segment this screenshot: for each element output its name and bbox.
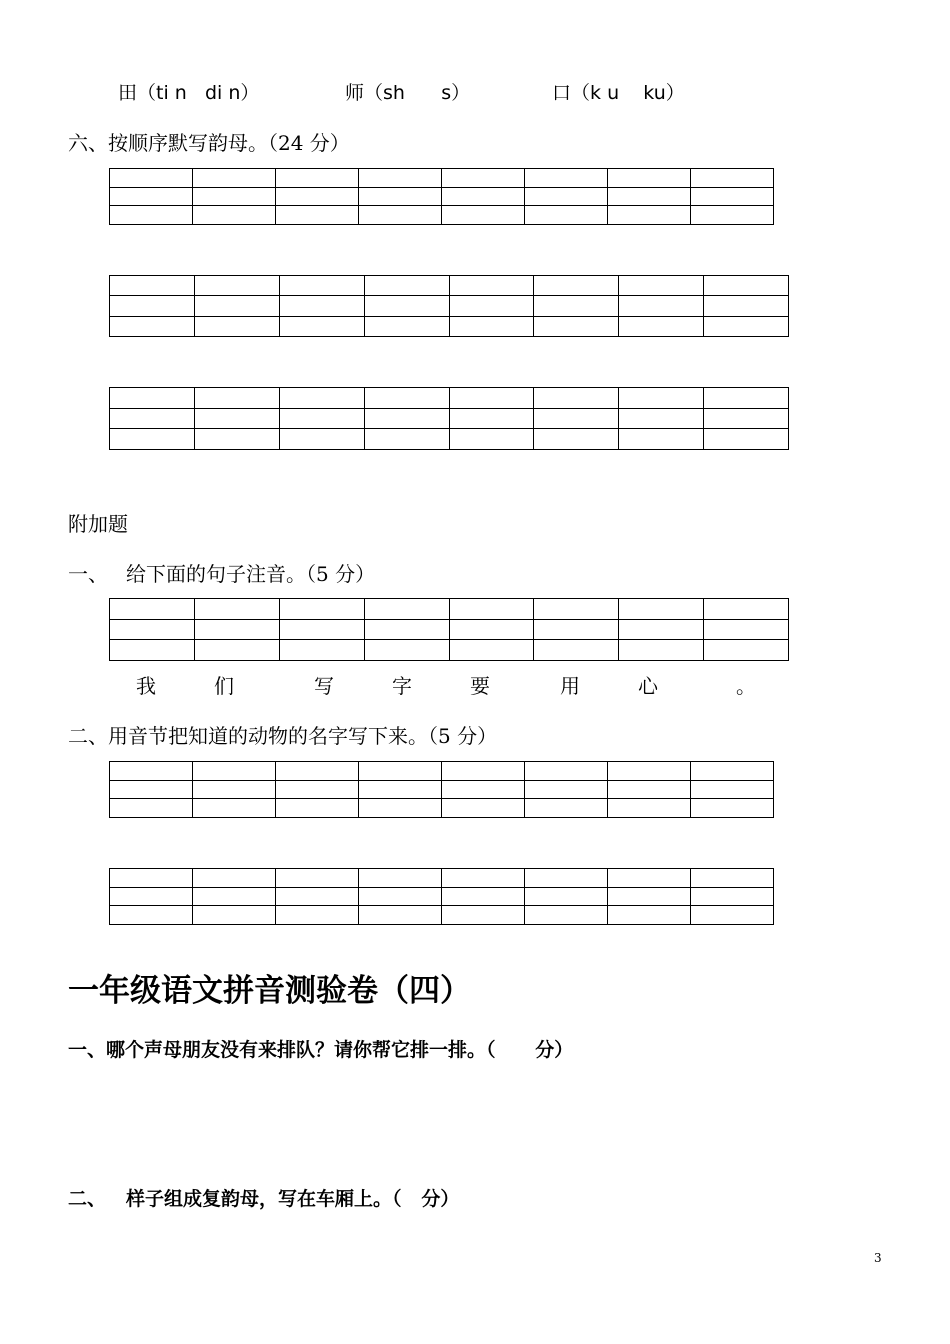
grid-cell[interactable]: [276, 869, 359, 888]
grid-row: [110, 799, 774, 818]
grid-cell[interactable]: [449, 316, 534, 336]
grid-cell[interactable]: [704, 429, 789, 450]
sentence-char: 要: [470, 674, 490, 698]
grid-cell[interactable]: [704, 619, 789, 640]
grid-row: [110, 429, 789, 450]
grid-cell[interactable]: [279, 388, 364, 409]
grid-cell[interactable]: [359, 187, 442, 206]
grid-cell[interactable]: [691, 187, 774, 206]
grid-cell[interactable]: [525, 187, 608, 206]
annotation-grid[interactable]: [109, 598, 789, 661]
grid-cell[interactable]: [279, 296, 364, 316]
grid-cell[interactable]: [442, 906, 525, 925]
section6-title: 六、按顺序默写韵母。（24 分）: [68, 131, 350, 155]
grid-cell[interactable]: [619, 599, 704, 620]
grid-cell[interactable]: [704, 316, 789, 336]
grid-cell[interactable]: [534, 316, 619, 336]
grid-cell[interactable]: [359, 206, 442, 225]
grid-cell[interactable]: [525, 869, 608, 888]
grid-cell[interactable]: [276, 906, 359, 925]
sentence-char: 用: [560, 674, 580, 698]
grid-cell[interactable]: [442, 780, 525, 799]
grid-cell[interactable]: [608, 780, 691, 799]
test-q2-title: 样子组成复韵母，写在车厢上。（ 分）: [126, 1188, 460, 1210]
grid-row: [110, 619, 789, 640]
grid-row: [110, 316, 789, 336]
grid-row: [110, 187, 774, 206]
writing-grid-2[interactable]: [109, 275, 789, 337]
grid-cell[interactable]: [691, 762, 774, 781]
grid-row: [110, 887, 774, 906]
grid-cell[interactable]: [619, 316, 704, 336]
grid-cell[interactable]: [279, 408, 364, 429]
grid-row: [110, 388, 789, 409]
grid-cell[interactable]: [691, 169, 774, 188]
grid-cell[interactable]: [194, 408, 279, 429]
grid-cell[interactable]: [193, 906, 276, 925]
grid-cell[interactable]: [193, 206, 276, 225]
grid-cell[interactable]: [194, 619, 279, 640]
grid-cell[interactable]: [364, 296, 449, 316]
grid-row: [110, 169, 774, 188]
grid-cell[interactable]: [449, 296, 534, 316]
grid-cell[interactable]: [193, 169, 276, 188]
grid-cell[interactable]: [704, 408, 789, 429]
grid-cell[interactable]: [110, 799, 193, 818]
grid-cell[interactable]: [534, 276, 619, 296]
grid-cell[interactable]: [276, 780, 359, 799]
grid-row: [110, 408, 789, 429]
grid-cell[interactable]: [449, 429, 534, 450]
grid-cell[interactable]: [364, 388, 449, 409]
grid-cell[interactable]: [110, 640, 195, 661]
grid-cell[interactable]: [525, 762, 608, 781]
grid-cell[interactable]: [110, 429, 195, 450]
grid-cell[interactable]: [359, 887, 442, 906]
grid-cell[interactable]: [449, 619, 534, 640]
grid-cell[interactable]: [279, 640, 364, 661]
animal-grid-2[interactable]: [109, 868, 774, 925]
grid-cell[interactable]: [194, 316, 279, 336]
grid-cell[interactable]: [110, 206, 193, 225]
grid-cell[interactable]: [691, 906, 774, 925]
grid-cell[interactable]: [608, 169, 691, 188]
grid-cell[interactable]: [276, 762, 359, 781]
grid-cell[interactable]: [359, 799, 442, 818]
page-number: 3: [874, 1251, 882, 1265]
test-q2-number: 二、: [68, 1188, 107, 1210]
extra-q2-title: 二、用音节把知道的动物的名字写下来。（5 分）: [68, 724, 498, 748]
grid-cell[interactable]: [364, 619, 449, 640]
grid-cell[interactable]: [110, 780, 193, 799]
grid-cell[interactable]: [704, 296, 789, 316]
grid-cell[interactable]: [110, 388, 195, 409]
sentence-char: 。: [736, 674, 756, 698]
grid-row: [110, 206, 774, 225]
grid-cell[interactable]: [279, 276, 364, 296]
sentence-char: 写: [314, 674, 334, 698]
grid-cell[interactable]: [194, 599, 279, 620]
grid-cell[interactable]: [525, 906, 608, 925]
grid-cell[interactable]: [442, 187, 525, 206]
grid-row: [110, 780, 774, 799]
grid-cell[interactable]: [193, 869, 276, 888]
sentence-char: 字: [392, 674, 412, 698]
grid-cell[interactable]: [525, 799, 608, 818]
grid-cell[interactable]: [449, 599, 534, 620]
grid-cell[interactable]: [194, 296, 279, 316]
grid-cell[interactable]: [194, 276, 279, 296]
grid-row: [110, 640, 789, 661]
grid-row: [110, 869, 774, 888]
test-title: 一年级语文拼音测验卷（四）: [68, 973, 471, 1009]
grid-cell[interactable]: [704, 276, 789, 296]
grid-cell[interactable]: [279, 599, 364, 620]
grid-cell[interactable]: [704, 640, 789, 661]
grid-cell[interactable]: [110, 296, 195, 316]
grid-cell[interactable]: [534, 388, 619, 409]
grid-cell[interactable]: [193, 762, 276, 781]
grid-cell[interactable]: [691, 887, 774, 906]
grid-cell[interactable]: [364, 599, 449, 620]
grid-cell[interactable]: [110, 169, 193, 188]
grid-cell[interactable]: [193, 187, 276, 206]
grid-cell[interactable]: [525, 206, 608, 225]
grid-cell[interactable]: [359, 906, 442, 925]
grid-cell[interactable]: [608, 187, 691, 206]
grid-cell[interactable]: [525, 780, 608, 799]
grid-cell[interactable]: [525, 169, 608, 188]
grid-cell[interactable]: [276, 187, 359, 206]
grid-cell[interactable]: [619, 296, 704, 316]
grid-cell[interactable]: [110, 276, 195, 296]
grid-cell[interactable]: [194, 388, 279, 409]
grid-cell[interactable]: [619, 619, 704, 640]
grid-cell[interactable]: [619, 640, 704, 661]
grid-cell[interactable]: [449, 640, 534, 661]
grid-cell[interactable]: [619, 276, 704, 296]
grid-cell[interactable]: [619, 429, 704, 450]
grid-cell[interactable]: [704, 599, 789, 620]
writing-grid-3[interactable]: [109, 387, 789, 450]
grid-row: [110, 296, 789, 316]
grid-cell[interactable]: [608, 869, 691, 888]
grid-cell[interactable]: [691, 206, 774, 225]
grid-cell[interactable]: [110, 316, 195, 336]
grid-cell[interactable]: [193, 799, 276, 818]
grid-cell[interactable]: [691, 780, 774, 799]
grid-cell[interactable]: [110, 619, 195, 640]
grid-cell[interactable]: [110, 887, 193, 906]
grid-cell[interactable]: [449, 276, 534, 296]
grid-cell[interactable]: [608, 206, 691, 225]
grid-cell[interactable]: [110, 187, 193, 206]
grid-cell[interactable]: [276, 206, 359, 225]
grid-cell[interactable]: [359, 169, 442, 188]
grid-cell[interactable]: [534, 429, 619, 450]
grid-cell[interactable]: [534, 408, 619, 429]
grid-cell[interactable]: [110, 762, 193, 781]
grid-row: [110, 906, 774, 925]
grid-cell[interactable]: [364, 408, 449, 429]
grid-cell[interactable]: [279, 619, 364, 640]
grid-cell[interactable]: [442, 887, 525, 906]
grid-cell[interactable]: [608, 799, 691, 818]
grid-cell[interactable]: [619, 388, 704, 409]
grid-cell[interactable]: [193, 780, 276, 799]
animal-grid-1[interactable]: [109, 761, 774, 818]
grid-cell[interactable]: [619, 408, 704, 429]
grid-cell[interactable]: [608, 762, 691, 781]
grid-cell[interactable]: [364, 429, 449, 450]
grid-cell[interactable]: [279, 429, 364, 450]
grid-cell[interactable]: [442, 869, 525, 888]
sentence-char: 心: [638, 674, 658, 698]
grid-cell[interactable]: [359, 869, 442, 888]
grid-cell[interactable]: [110, 408, 195, 429]
grid-cell[interactable]: [364, 316, 449, 336]
grid-cell[interactable]: [534, 619, 619, 640]
grid-cell[interactable]: [525, 887, 608, 906]
grid-row: [110, 762, 774, 781]
grid-cell[interactable]: [359, 780, 442, 799]
grid-cell[interactable]: [449, 408, 534, 429]
grid-cell[interactable]: [442, 206, 525, 225]
grid-cell[interactable]: [110, 599, 195, 620]
grid-cell[interactable]: [194, 429, 279, 450]
grid-cell[interactable]: [608, 906, 691, 925]
grid-cell[interactable]: [279, 316, 364, 336]
grid-cell[interactable]: [276, 887, 359, 906]
grid-cell[interactable]: [364, 276, 449, 296]
grid-cell[interactable]: [110, 906, 193, 925]
grid-cell[interactable]: [276, 169, 359, 188]
sentence-char: 我: [136, 674, 156, 698]
writing-grid-1[interactable]: [109, 168, 774, 225]
grid-cell[interactable]: [359, 762, 442, 781]
grid-cell[interactable]: [194, 640, 279, 661]
grid-cell[interactable]: [691, 799, 774, 818]
extra-q1-number: 一、: [68, 562, 108, 586]
grid-cell[interactable]: [704, 388, 789, 409]
grid-cell[interactable]: [442, 762, 525, 781]
grid-cell[interactable]: [110, 869, 193, 888]
grid-cell[interactable]: [364, 640, 449, 661]
grid-cell[interactable]: [534, 599, 619, 620]
grid-cell[interactable]: [534, 296, 619, 316]
pinyin-item-kou: 口（k u ku）: [552, 82, 685, 104]
grid-row: [110, 276, 789, 296]
grid-row: [110, 599, 789, 620]
sentence-char: 们: [214, 674, 234, 698]
grid-cell[interactable]: [608, 887, 691, 906]
grid-cell[interactable]: [691, 869, 774, 888]
pinyin-item-tian: 田（ti n di n）: [118, 82, 260, 104]
grid-cell[interactable]: [534, 640, 619, 661]
extra-heading: 附加题: [68, 512, 128, 536]
test-q1: 一、哪个声母朋友没有来排队？请你帮它排一排。（ 分）: [68, 1039, 574, 1061]
grid-cell[interactable]: [276, 799, 359, 818]
grid-cell[interactable]: [449, 388, 534, 409]
extra-q1-title: 给下面的句子注音。（5 分）: [126, 562, 376, 586]
grid-cell[interactable]: [442, 799, 525, 818]
grid-cell[interactable]: [193, 887, 276, 906]
grid-cell[interactable]: [442, 169, 525, 188]
pinyin-item-shi: 师（sh s）: [345, 82, 471, 104]
